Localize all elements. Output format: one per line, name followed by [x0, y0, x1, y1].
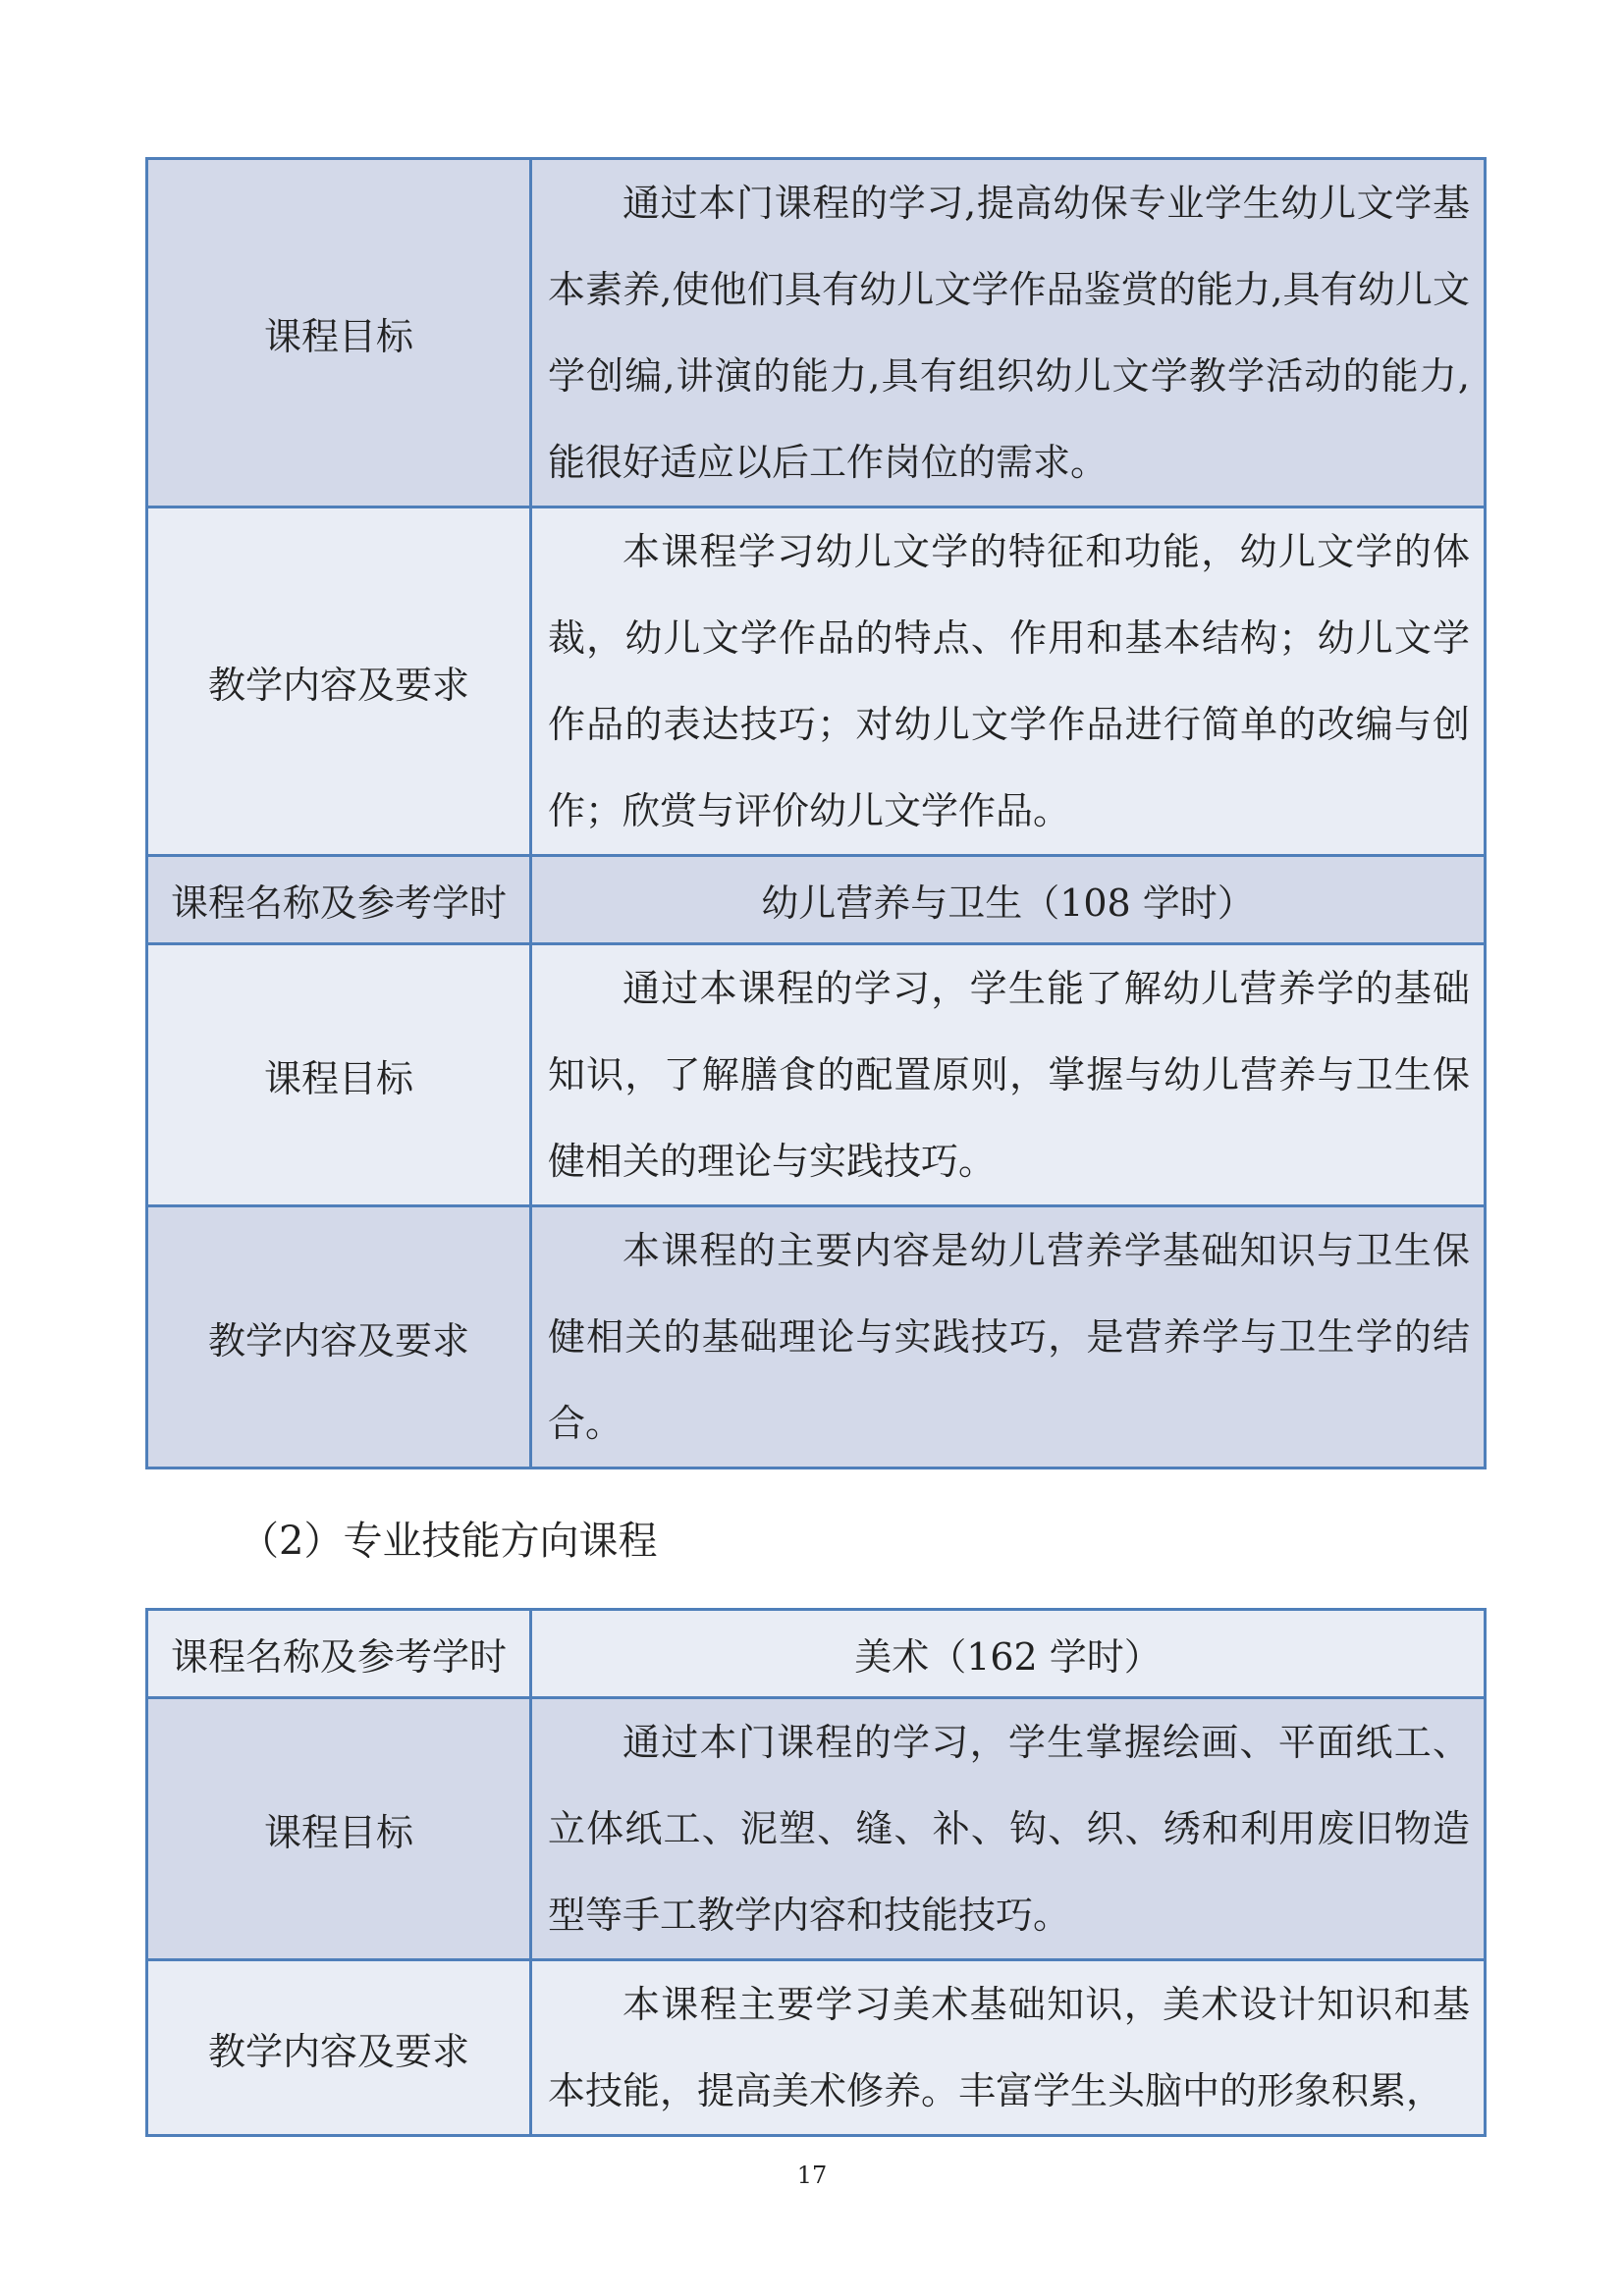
row-label-cell: [147, 1610, 531, 1698]
row-label: 教学内容及要求: [207, 1318, 469, 1362]
row-label: 课程目标: [263, 314, 413, 358]
row-label-cell: [147, 1698, 531, 1960]
course-title-cell: [531, 856, 1486, 944]
table-row: [147, 856, 1486, 944]
row-label: 课程目标: [263, 1810, 413, 1854]
course-table-2: [145, 1608, 1487, 2137]
row-label: 教学内容及要求: [207, 663, 469, 707]
course-table-1: [145, 157, 1487, 1469]
row-label-cell: [147, 159, 531, 507]
row-label-cell: [147, 856, 531, 944]
row-content: 本课程学习幼儿文学的特征和功能，幼儿文学的体裁，幼儿文学作品的特点、作用和基本结构；幼儿文学作品的表达技巧；对幼儿文学作品进行简单的改编与创作；欣赏与评价幼儿文学作品。: [548, 530, 1470, 832]
row-label: 教学内容及要求: [207, 2029, 469, 2073]
section-heading: （2）专业技能方向课程: [240, 1519, 658, 1564]
course-title: 幼儿营养与卫生（108 学时）: [761, 881, 1255, 925]
row-label-cell: [147, 1206, 531, 1468]
table-row: [147, 1698, 1486, 1960]
table-row: [147, 1206, 1486, 1468]
table-row: [147, 1610, 1486, 1698]
row-content-cell: [531, 1960, 1486, 2136]
course-title: 美术（162 学时）: [854, 1635, 1162, 1679]
row-label: 课程目标: [263, 1056, 413, 1100]
table-row: [147, 159, 1486, 507]
row-content: 通过本门课程的学习，学生掌握绘画、平面纸工、立体纸工、泥塑、缝、补、钩、织、绣和利用废旧物造型等手工教学内容和技能技巧。: [548, 1721, 1470, 1937]
row-content: 本课程的主要内容是幼儿营养学基础知识与卫生保健相关的基础理论与实践技巧，是营养学与卫生学的结合。: [548, 1229, 1470, 1445]
row-content-cell: [531, 944, 1486, 1206]
page-number: 17: [796, 2162, 828, 2189]
row-content: 本课程主要学习美术基础知识，美术设计知识和基本技能，提高美术修养。丰富学生头脑中的形象积累，: [548, 1983, 1470, 2112]
row-label-cell: [147, 507, 531, 856]
row-label-cell: [147, 1960, 531, 2136]
row-content: 通过本门课程的学习,提高幼保专业学生幼儿文学基本素养,使他们具有幼儿文学作品鉴赏的能力,具有幼儿文学创编,讲演的能力,具有组织幼儿文学教学活动的能力,能很好适应以后工作岗位的需求。: [548, 182, 1470, 484]
row-label: 课程名称及参考学时: [170, 881, 507, 925]
row-content-cell: [531, 159, 1486, 507]
course-title-cell: [531, 1610, 1486, 1698]
row-label: 课程名称及参考学时: [170, 1635, 507, 1679]
row-content: 通过本课程的学习，学生能了解幼儿营养学的基础知识，了解膳食的配置原则，掌握与幼儿营养与卫生保健相关的理论与实践技巧。: [548, 967, 1470, 1183]
row-label-cell: [147, 944, 531, 1206]
table-row: [147, 507, 1486, 856]
table-row: [147, 1960, 1486, 2136]
table-row: [147, 944, 1486, 1206]
row-content-cell: [531, 1206, 1486, 1468]
row-content-cell: [531, 507, 1486, 856]
row-content-cell: [531, 1698, 1486, 1960]
